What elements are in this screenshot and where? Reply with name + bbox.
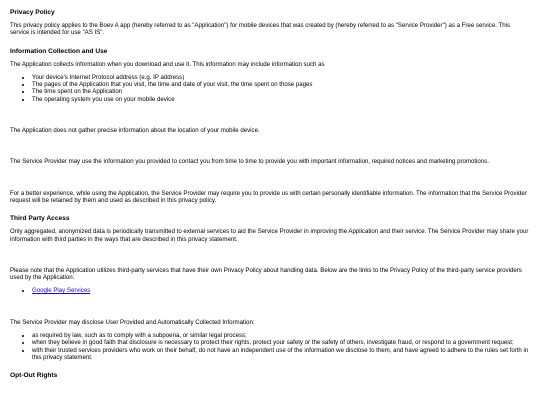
list-item: • The operating system you use on your mobile device [32,96,530,103]
section-heading-information-collection: Information Collection and Use [10,47,108,55]
third-party-links-list [10,287,530,294]
list-item: • when they believe in good faith that disclosure is necessary to protect their rights, protect your safety or the safety of others, investigate fraud, or respond to a government request; [32,339,530,346]
section-heading-opt-out-rights: Opt-Out Rights [10,372,58,380]
pii-note: For a better experience, while using the Application, the Service Provider may require you to provide us with certain personally identifiable information. The information that the Service Provider request will be retained by them and used as described in this privacy policy. [10,189,527,204]
third-party-services-note: Please note that the Application utilizes third-party services that have their own Privacy Policy about handling data. Below are the links to the Privacy Policy of the third-party service providers used by the Application: [10,266,522,282]
third-party-paragraph: Only aggregated, anonymized data is periodically transmitted to external services to aid the Service Provider in improving the Application and their service. The Service Provider may share your information with third parties in the ways that are described in this privacy statement. [10,228,529,243]
list-item: • The pages of the Application that you visit, the time and date of your visit, the time spent on those pages [32,81,530,88]
page-title: Privacy Policy [10,9,55,16]
contact-note: The Service Provider may use the information you provided to contact you from time to time to provide you with important information, required notices and marketing promotions. [10,158,489,166]
google-play-services-link[interactable]: Google Play Services [32,287,91,295]
list-item: • with their trusted services providers who work on their behalf, do not have an independent use of the information we disclose to them, and have agreed to adhere to the rules set forth in this privacy statement. [32,347,530,362]
location-note: The Application does not gather precise information about the location of your mobile device. [10,127,260,135]
intro-paragraph: This privacy policy applies to the Boev A app (hereby referred to as "Application") for mobile devices that was created by (hereby referred to as "Service Provider") as a Free service. This service is intended for use "AS IS". [10,22,510,37]
info-collection-lead: The Application collects information when you download and use it. This information may include information such as [10,60,325,68]
disclosure-list [10,332,530,361]
collected-info-list [10,74,530,103]
list-item: • Your device's Internet Protocol address (e.g. IP address) [32,74,530,81]
list-item: • as required by law, such as to comply with a subpoena, or similar legal process; [32,332,530,339]
section-heading-third-party-access: Third Party Access [10,215,70,223]
disclosure-lead: The Service Provider may disclose User Provided and Automatically Collected Information: [10,318,255,326]
list-item [32,287,530,294]
list-item: • The time spent on the Application [32,88,530,95]
